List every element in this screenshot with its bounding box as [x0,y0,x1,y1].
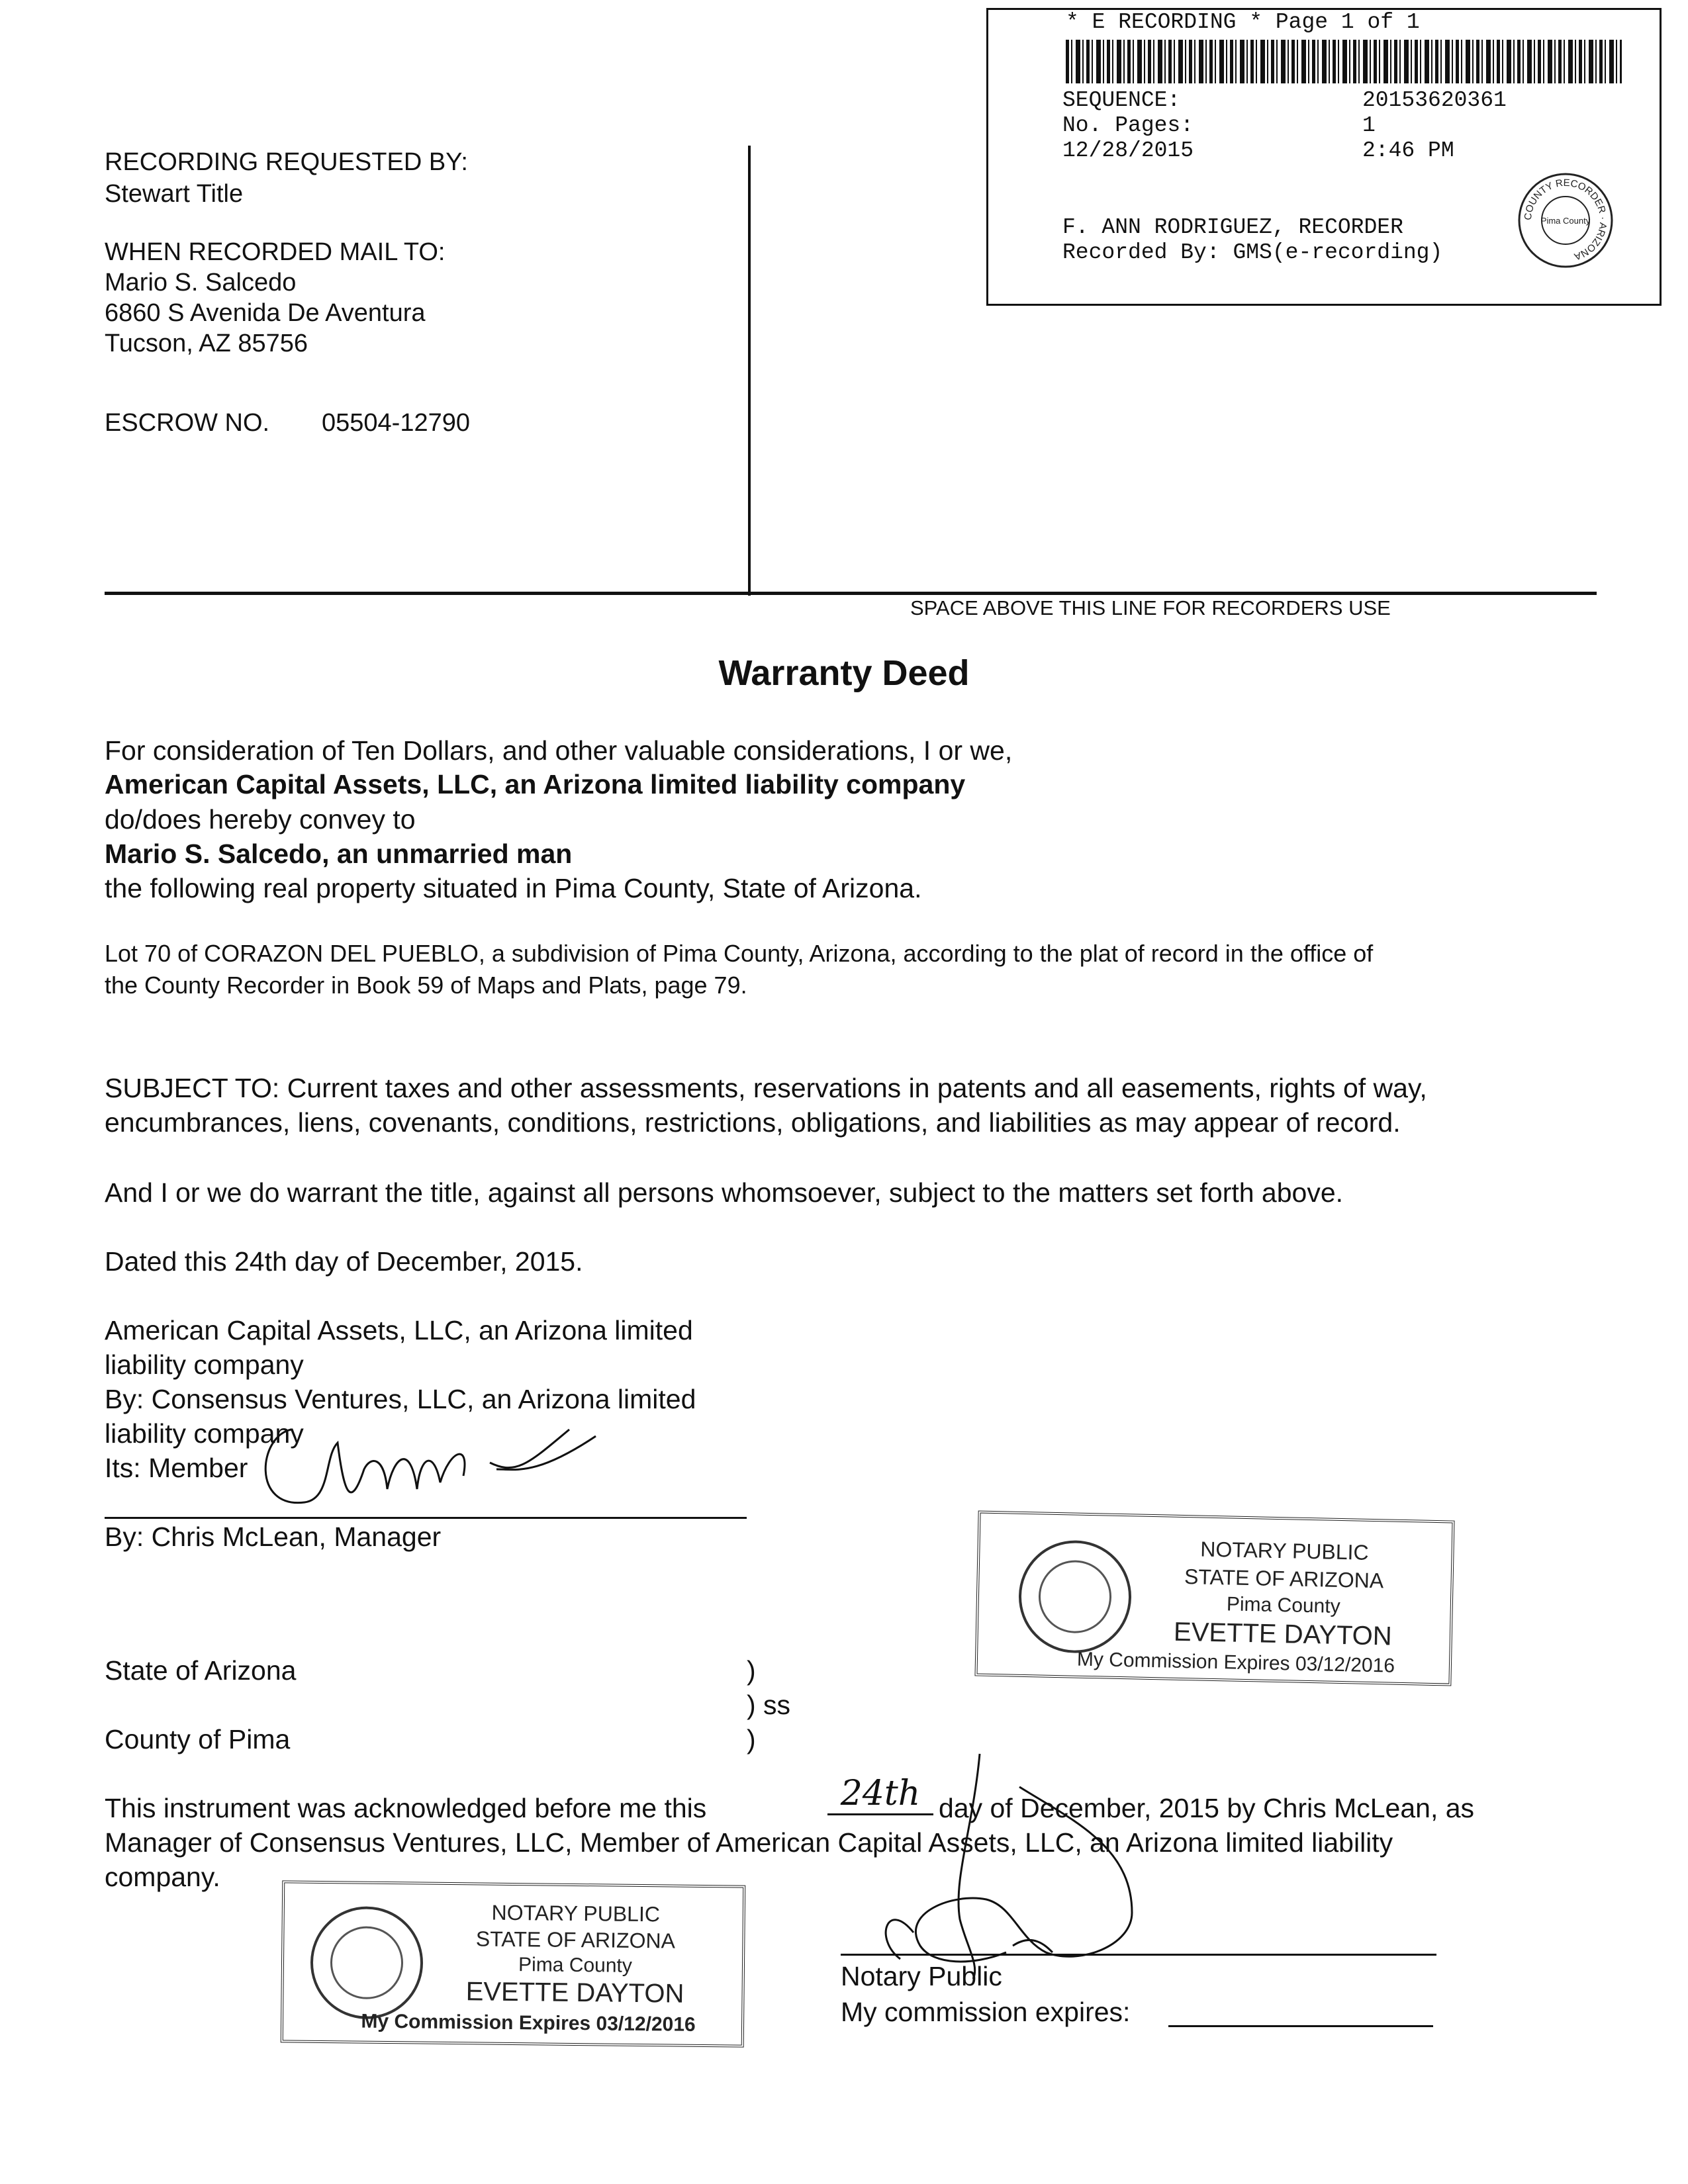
recorder-space-note: SPACE ABOVE THIS LINE FOR RECORDERS USE [910,596,1391,619]
barcode [1066,40,1622,83]
escrow-label: ESCROW NO. [105,409,270,437]
venue-paren-1: ) [747,1655,756,1686]
requested-by-value: Stewart Title [105,180,244,208]
notary-public-label: Notary Public [841,1961,1002,1991]
recording-date: 12/28/2015 [1062,138,1194,163]
sequence-label: SEQUENCE: [1062,88,1181,113]
state-seal-icon [310,1906,424,2020]
notary-stamp-bottom [281,1880,746,2047]
recorder-name: F. ANN RODRIGUEZ, RECORDER [1062,215,1403,240]
handwritten-day: 24th [827,1774,933,1815]
signature-block-line5: Its: Member [105,1453,248,1483]
escrow-number: 05504-12790 [322,409,470,437]
subject-to-line1: SUBJECT TO: Current taxes and other assessments, reservations in patents and all easements, rights of way, [105,1073,1427,1103]
header-divider [748,146,751,596]
notary-bottom-line1: NOTARY PUBLIC [491,1900,661,1927]
subject-to-line2: encumbrances, liens, covenants, conditions, restrictions, obligations, and liabilities as may appear of record. [105,1107,1401,1138]
notary-signature [821,1747,1192,1985]
notary-top-line4: EVETTE DAYTON [1173,1617,1393,1651]
signature-block-line3: By: Consensus Ventures, LLC, an Arizona limited [105,1384,696,1414]
seal-center-text: Pima County [1540,216,1591,226]
notary-stamp-top [974,1510,1454,1686]
county-recorder-seal-icon [1516,171,1615,270]
venue-state: State of Arizona [105,1655,297,1686]
notary-bottom-line5: My Commission Expires 03/12/2016 [361,2010,696,2036]
grantor-signature [252,1416,622,1529]
recorder-space-line [105,592,1597,595]
recording-header: * E RECORDING * Page 1 of 1 [1066,10,1420,34]
state-seal-icon [1017,1539,1133,1655]
mail-to-name: Mario S. Salcedo [105,269,297,296]
page-title: Warranty Deed [718,653,970,693]
sequence-value: 20153620361 [1362,88,1507,113]
legal-description-line1: Lot 70 of CORAZON DEL PUEBLO, a subdivision of Pima County, Arizona, according to the plat of record in the office of [105,940,1374,967]
signer-name: By: Chris McLean, Manager [105,1522,442,1552]
venue-county: County of Pima [105,1724,291,1754]
signature-block-line1: American Capital Assets, LLC, an Arizona limited [105,1315,693,1345]
signature-block-line2: liability company [105,1349,304,1380]
warranty-statement: And I or we do warrant the title, against all persons whomsoever, subject to the matters set forth above. [105,1177,1344,1208]
notary-bottom-line4: EVETTE DAYTON [465,1977,684,2009]
notary-top-line5: My Commission Expires 03/12/2016 [1076,1648,1395,1677]
acknowledgment-line3: company. [105,1862,220,1892]
mail-to-address: 6860 S Avenida De Aventura [105,299,426,327]
pages-value: 1 [1362,113,1376,138]
legal-description-line2: the County Recorder in Book 59 of Maps and Plats, page 79. [105,972,747,999]
pages-label: No. Pages: [1062,113,1194,138]
consideration-text: For consideration of Ten Dollars, and other valuable considerations, I or we, [105,735,1013,766]
grantor-signature-line [105,1517,747,1519]
notary-top-line3: Pima County [1226,1593,1341,1617]
notary-bottom-line3: Pima County [518,1954,633,1977]
venue-paren-3: ) [747,1724,756,1754]
acknowledgment-line2: Manager of Consensus Ventures, LLC, Member of American Capital Assets, LLC, an Arizona limited liability [105,1827,1393,1858]
commission-expires-label: My commission expires: [841,1997,1131,2027]
grantor-name: American Capital Assets, LLC, an Arizona limited liability company [105,769,966,799]
acknowledgment-line1-end: day of December, 2015 by Chris McLean, as [939,1793,1475,1823]
notary-top-line1: NOTARY PUBLIC [1200,1537,1370,1565]
notary-top-line2: STATE OF ARIZONA [1184,1565,1384,1593]
signature-block-line4: liability company [105,1418,304,1449]
acknowledgment-line1-start: This instrument was acknowledged before me this [105,1793,707,1823]
notary-signature-line [841,1954,1436,1956]
convey-text: do/does hereby convey to [105,804,416,835]
property-intro: the following real property situated in Pima County, State of Arizona. [105,873,922,903]
recorded-by: Recorded By: GMS(e-recording) [1062,240,1443,265]
recording-time: 2:46 PM [1362,138,1454,163]
dated-line: Dated this 24th day of December, 2015. [105,1246,583,1277]
venue-ss: ) ss [747,1690,791,1720]
grantee-name: Mario S. Salcedo, an unmarried man [105,839,573,869]
seal-ring-text: COUNTY RECORDER · ARIZONA [1522,177,1609,263]
commission-expires-line [1168,2025,1433,2027]
notary-bottom-line2: STATE OF ARIZONA [475,1927,676,1953]
requested-by-label: RECORDING REQUESTED BY: [105,148,468,176]
mail-to-city: Tucson, AZ 85756 [105,330,308,357]
mail-to-label: WHEN RECORDED MAIL TO: [105,238,445,266]
